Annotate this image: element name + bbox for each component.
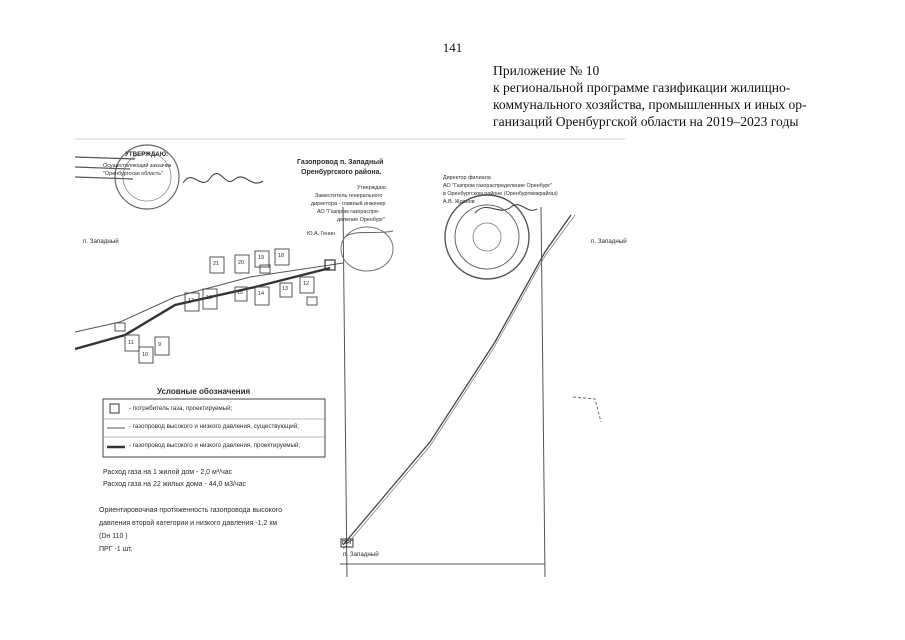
- pipeline-projected-diagonal: [343, 215, 571, 545]
- house-label: 20: [238, 260, 244, 266]
- appendix-header: [493, 62, 853, 130]
- appendix-line-3: коммунального хозяйства, промышленных и иных ор-: [493, 97, 807, 112]
- appendix-line-1: Приложение № 10: [493, 63, 600, 78]
- signature-left: [183, 174, 263, 184]
- appendix-line-2: к региональной программе газификации жилищно-: [493, 80, 791, 95]
- prg-label: ПРГ: [342, 540, 353, 546]
- approve-center-line-4: АО "Газпром газораспре-: [317, 209, 380, 215]
- village-label-bottom: п. Западный: [343, 551, 379, 558]
- approve-right-line-3: в Оренбургском районе (Оренбургмежрайгаз): [443, 191, 558, 197]
- approve-center-line-5: деление Оренбург": [337, 217, 386, 223]
- approve-right-line-4: А.В. Жданов: [443, 199, 475, 205]
- village-label-left: п. Западный: [83, 238, 119, 245]
- house-label: 14: [258, 291, 264, 297]
- approve-center-name: Ю.А. Генин: [307, 231, 336, 237]
- legend-item-consumer: - потребитель газа, проектируемый;: [129, 405, 233, 412]
- pipeline-title-2: Оренбургского района.: [301, 169, 382, 176]
- length-note-line-1: Ориентировочная протяженность газопровода высокого: [99, 507, 283, 514]
- house-label: 15: [237, 290, 243, 296]
- house-label: 10: [142, 352, 148, 358]
- legend-title: Условные обозначения: [157, 387, 251, 396]
- consumption-line-1: Расход газа на 1 жилой дом - 2,0 м³/час: [103, 469, 233, 476]
- house-label: 19: [258, 255, 264, 261]
- legend-item-existing: - газопровод высокого и низкого давления, существующий;: [129, 423, 299, 430]
- approve-left-line-1: Осуществляющий заказчик: [103, 163, 172, 169]
- consumption-line-2: Расход газа на 22 жилых дома - 44,0 м3/час: [103, 481, 247, 488]
- pipeline-title-1: Газопровод п. Западный: [297, 159, 384, 166]
- house-label: 16: [206, 295, 212, 301]
- page-number: 141: [442, 40, 463, 55]
- approve-center-line-1: Утверждаю:: [357, 185, 387, 191]
- pipeline-projected: [75, 268, 330, 349]
- appendix-line-4: ганизаций Оренбургской области на 2019–2023 годы: [493, 114, 799, 129]
- village-label-right: п. Западный: [591, 238, 627, 245]
- length-note-line-2: давления второй категории и низкого давления -1,2 км: [99, 520, 278, 527]
- house-label: 17: [188, 298, 194, 304]
- house-label: 9: [158, 342, 161, 348]
- length-note-line-4: ПРГ -1 шт.: [99, 546, 133, 553]
- house-label: 11: [128, 340, 134, 346]
- approve-center-line-3: директора - главный инженер: [311, 201, 386, 207]
- house-label: 21: [213, 261, 219, 267]
- length-note-line-3: (Dн 110 ): [99, 533, 128, 540]
- house-label: 13: [282, 286, 288, 292]
- approve-left-heading: УТВЕРЖДАЮ:: [125, 151, 169, 158]
- approve-right-line-1: Директор филиала: [443, 175, 491, 181]
- legend-item-projected: - газопровод высокого и низкого давления, проектируемый;: [129, 442, 301, 449]
- stamp-center: [341, 227, 393, 271]
- approve-left-line-2: "Оренбургская область": [103, 171, 163, 177]
- legend-consumer-icon: [110, 404, 119, 413]
- approve-right-line-2: АО "Газпром газораспределение Оренбург": [443, 183, 553, 189]
- house-label: 18: [278, 253, 284, 259]
- approve-center-line-2: Заместитель генерального: [315, 193, 383, 199]
- house-label: 12: [303, 281, 309, 287]
- scanned-gas-pipeline-map: [75, 137, 625, 577]
